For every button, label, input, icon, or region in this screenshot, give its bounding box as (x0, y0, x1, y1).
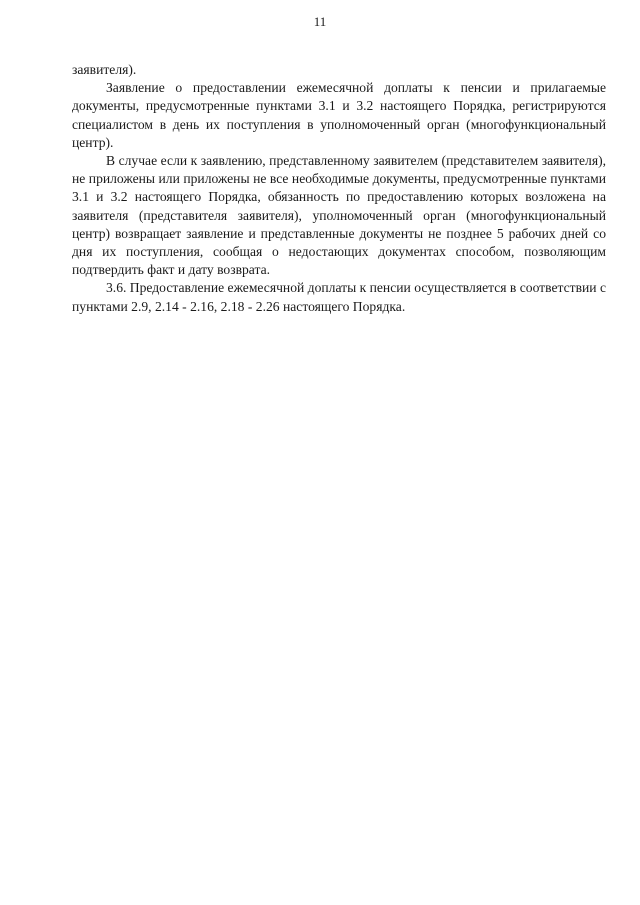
page-number: 11 (313, 14, 327, 29)
paragraph-continuation: заявителя). (72, 62, 137, 77)
paragraph-registration: Заявление о предоставлении ежемесячной доплаты к пенсии и прилагаемые документы, предусмотренные пунктами 3.1 и 3.2 настоящего Порядка, регистрируются специалистом в день их поступления в уполномоченный орган (многофункциональный центр). (72, 80, 606, 150)
paragraph-missing-documents: В случае если к заявлению, представленному заявителем (представителем заявителя), не приложены или приложены не все необходимые документы, предусмотренные пунктами 3.1 и 3.2 настоящего Порядка, обязанность по предоставлению которых возложена на заявителя (представителя заявителя), уполномоченный орган (многофункциональный центр) возвращает заявление и представленные документы не позднее 5 рабочих дней со дня их поступления, сообщая о недостающих документах способом, позволяющим подтвердить факт и дату возврата. (72, 153, 606, 278)
document-body (72, 61, 606, 316)
paragraph-3-6: 3.6. Предоставление ежемесячной доплаты к пенсии осуществляется в соответствии с пунктами 2.9, 2.14 - 2.16, 2.18 - 2.26 настоящего Порядка. (72, 280, 606, 314)
